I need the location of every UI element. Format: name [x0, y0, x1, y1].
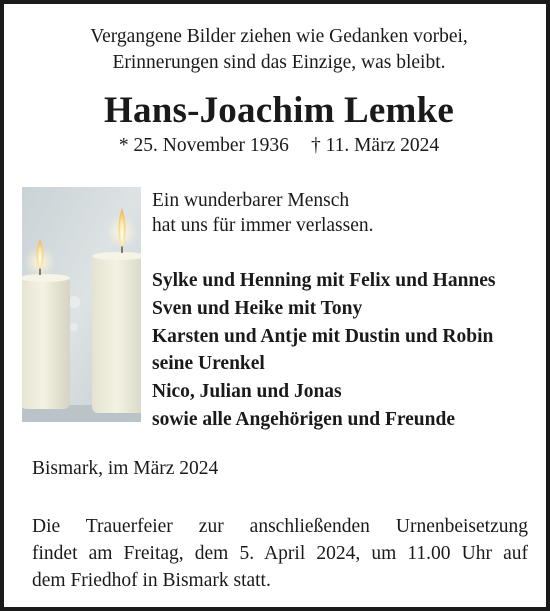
memorial-quote [4, 24, 550, 76]
quote-line-1: Vergangene Bilder ziehen wie Gedanken vorbei, [90, 26, 468, 47]
service-line-3: dem Friedhof in Bismark statt. [32, 570, 271, 591]
intro-line-1: Ein wunderbarer Mensch [152, 190, 350, 211]
service-line-2: findet am Freitag, dem 5. April 2024, um 11.00 Uhr auf [32, 543, 528, 564]
service-line-1: Die Trauerfeier zur anschließenden Urnenbeisetzung [32, 516, 528, 537]
candles-photo [22, 187, 141, 422]
place-date: Bismark, im März 2024 [32, 458, 219, 479]
intro-text [152, 188, 373, 238]
mourner-line: Nico, Julian und Jonas [152, 381, 342, 403]
mourner-line: Karsten und Antje mit Dustin und Robin [152, 325, 494, 347]
funeral-service-notice [32, 513, 528, 594]
intro-line-2: hat uns für immer verlassen. [152, 215, 374, 236]
mourners-list [152, 267, 496, 434]
death-date: † 11. März 2024 [310, 135, 440, 156]
birth-date: * 25. November 1936 [118, 135, 289, 156]
mourner-line: sowie alle Angehörigen und Freunde [152, 408, 456, 430]
mourner-line: Sylke und Henning mit Felix und Hannes [152, 270, 496, 291]
mourner-line: seine Urenkel [152, 353, 265, 375]
life-dates [4, 134, 550, 158]
mourner-line: Sven und Heike mit Tony [152, 297, 363, 319]
deceased-name: Hans-Joachim Lemke [104, 90, 454, 131]
quote-line-2: Erinnerungen sind das Einzige, was bleibt. [112, 52, 446, 73]
